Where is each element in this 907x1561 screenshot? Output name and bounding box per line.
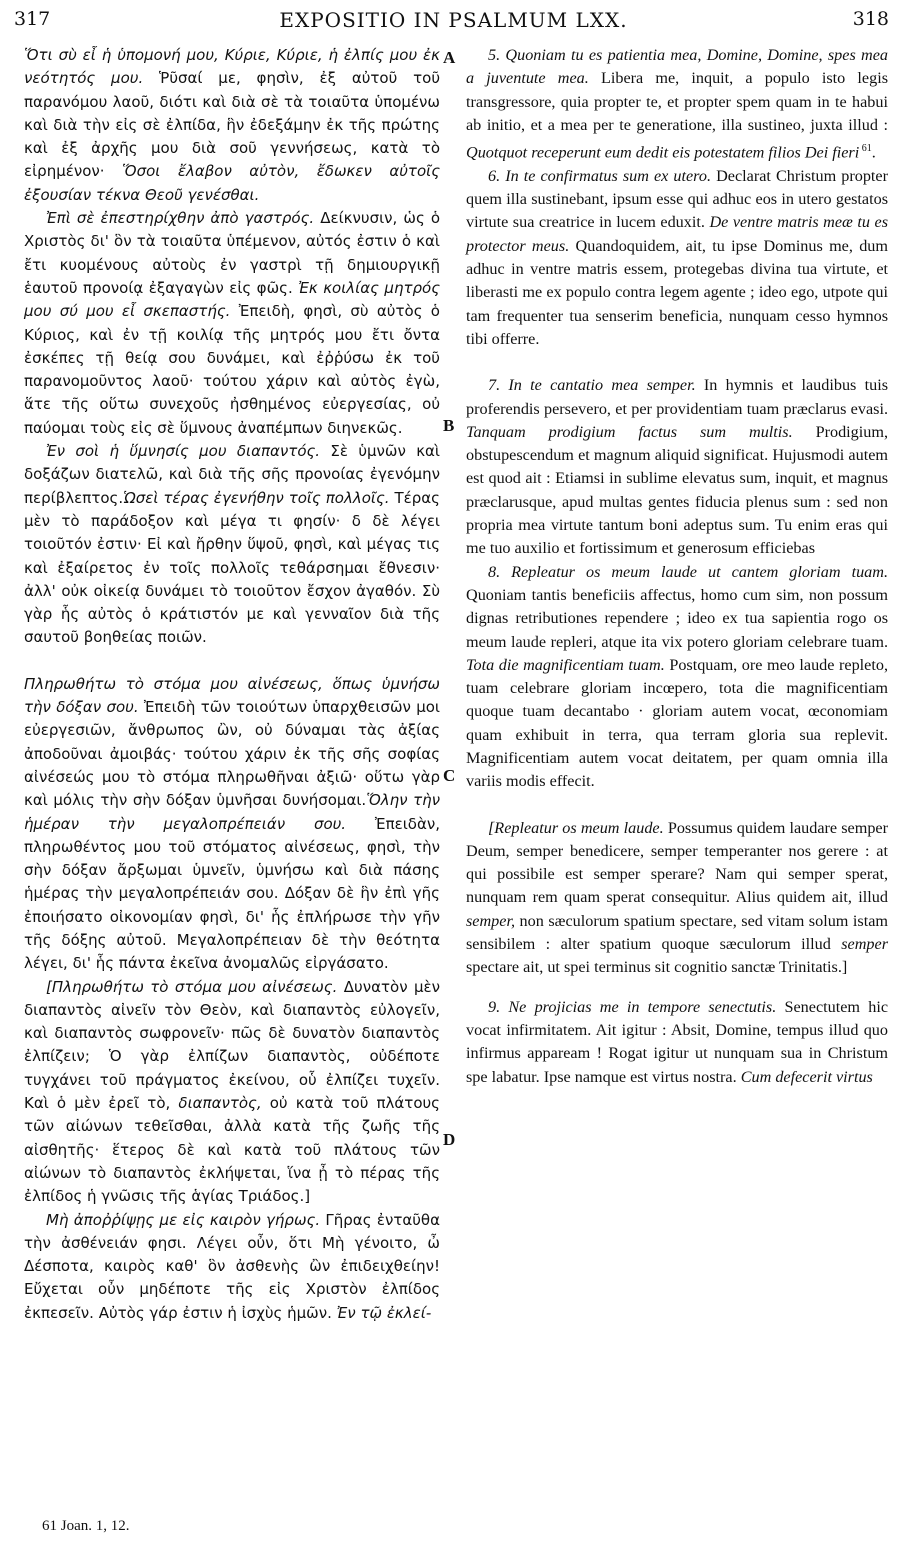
- greek-text: Γῆρας ἐνταῦθα τὴν ἀσθένειάν φησι. Λέγει οὖν, ὅτι Μὴ γένοιτο, ὦ Δέσποτα, καιρὸς καθ' ὃν ἀσθενὴς ὢν ἐπιδειχθείην! Εὔχεται οὖν μηδέποτε τῆς εἰς Χριστὸν ἐλπίδος ἐκπεσεῖν. Αὐτὸς γάρ ἐστιν ἡ ἰσχὺς ἡμῶν.: [24, 1210, 440, 1322]
- latin-paragraph: [466, 996, 888, 1089]
- latin-paragraph: [466, 561, 888, 794]
- greek-paragraph: [24, 1209, 440, 1325]
- greek-text: Ῥῦσαί με, φησὶν, ἐξ αὐτοῦ τοῦ παρανόμου λαοῦ, διότι καὶ διὰ σὲ τὰ τοιαῦτα ὑπομένω καὶ διὰ τὴν εἰς σὲ ἐλπίδα, ἣν ἐδεξάμην ἐκ τῆς πρώτης καὶ ἐξ ἀρχῆς μου διὰ σοῦ γεννήσεως, κατὰ τὸ εἰρημένον·: [24, 69, 440, 181]
- page-number-left: 317: [14, 8, 51, 30]
- latin-text: spectare ait, ut spei terminus sit cognitio sanctæ Trinitatis.]: [466, 958, 848, 977]
- latin-paragraph: [466, 374, 888, 560]
- latin-paragraph: [466, 44, 888, 165]
- running-header: [0, 8, 907, 36]
- latin-text: Libera me, inquit, a populo isto legis transgressore, quia propter te, et propter spem quam in te habui ab initio, et a mea per te generatione, illa sustineo, juxta illud :: [466, 69, 889, 134]
- greek-quote: Ὅσοι ἔλαβον αὐτὸν, ἔδωκεν αὐτοῖς ἐξουσίαν τέκνα Θεοῦ γενέσθαι.: [24, 162, 440, 204]
- footnote: 61 Joan. 1, 12.: [42, 1518, 130, 1534]
- latin-text: .: [871, 143, 876, 162]
- latin-quote: Quotquot receperunt eum dedit eis potestatem filios Dei fieri: [466, 143, 860, 162]
- greek-text: Ἐπειδὴ, φησὶ, σὺ αὐτὸς ὁ Κύριος, καὶ ἐν τῇ κοιλίᾳ τῆς μητρός μου ἔτι ὄντα ἐσκέπες τῇ θείᾳ σου δυνάμει, καὶ ἐῤῥύσω ἐκ τοῦ παρανομοῦντος λαοῦ· τούτου χάριν καὶ αὐτὸς ἐγὼ, ἅτε τῆς οὕτω συνεχοῦς ἠσθημένος εὐεργεσίας, οὐ παύομαι τοὺς εἰς σὲ ὕμνους ἀναπέμπων διηνεκῶς.: [24, 302, 440, 437]
- latin-lemma: [Repleatur os meum laude.: [488, 818, 664, 837]
- latin-text: Quandoquidem, ait, tu ipse Dominus me, dum adhuc in ventre matris essem, protegebas divina tua virtute, et liberasti me ex populo contra legem agente ; ideo ego, utpote qui tam frequenter tua senserim beneficia, nunquam cesso hymnos tibi offerre.: [466, 236, 888, 348]
- latin-lemma: 8. Repleatur os meum laude ut cantem gloriam tuam.: [488, 562, 888, 581]
- latin-text: Senectutem hic vocat infirmitatem. Ait igitur : Absit, Domine, tempus illud quo infirmus appaream ! Rogat igitur ut nunquam sua in Christum spe labatur. Ipse namque est virtus nostra.: [466, 997, 888, 1086]
- greek-lemma: Ἐπὶ σὲ ἐπεστηρίχθην ἀπὸ γαστρός.: [46, 209, 315, 228]
- latin-lemma: 6. In te confirmatus sum ex utero.: [488, 166, 712, 185]
- greek-paragraph: [24, 207, 440, 440]
- greek-text: οὐ κατὰ τοῦ πλάτους τῶν αἰώνων τεθεῖσθαι, ἀλλὰ κατὰ τῆς ζωῆς τῆς αἰσθητῆς· ἕτερος δὲ καὶ κατὰ τοῦ πλάτους τῶν αἰώνων τὸ διαπαντὸς ἐκλήψεται, ἵνα ᾖ τὸ πέρας τῆς ἐλπίδος ἡ γνῶσις τῆς ἁγίας Τριάδος.]: [24, 1094, 440, 1206]
- greek-text: Τέρας μὲν τὸ παράδοξον καὶ μέγα τι φησίν· δ δὲ λέγει τοιοῦτόν ἐστιν· Εἰ καὶ ἤρθην ὕψοῦ, φησὶ, καὶ μέγας τις καὶ ἐξαίρετος ἐν τοῖς πολλοῖς τεθάρσημαι ἔθνεσιν· ἀλλ' οὐκ οἰκείᾳ δυνάμει τὸ τοιοῦτον ἔσχον ἀγαθόν. Σὺ γὰρ ἧς αὐτὸς ὁ κράτιστόν με καὶ γενναῖον διὰ τῆς σαυτοῦ βοηθείας ποιῶν.: [24, 488, 440, 647]
- greek-paragraph: [24, 976, 440, 1209]
- page-number-right: 318: [852, 8, 889, 30]
- latin-lemma: Tanquam prodigium factus sum multis.: [466, 422, 793, 441]
- latin-paragraph: [466, 165, 888, 351]
- greek-text: Ἐπειδὴ τῶν τοιούτων ὑπαρχθεισῶν μοι εὐεργεσιῶν, ἄνθρωπος ὢν, οὐ δύναμαι τὰς ἀξίας ἀποδοῦναι ἀμοιβάς· τούτου χάριν ἐκ τῆς σῆς σοφίας αἰνέσεώς μου τὸ στόμα πληρωθῆναι ἀξιῶ· οὕτω γὰρ καὶ μόλις τὴν σὴν δόξαν ὑμνῆσαι δυνήσομαι.: [24, 698, 440, 810]
- latin-lemma: 5. Quoniam tu es patientia mea, Domine, Domine, spes mea a juventute mea.: [466, 46, 888, 88]
- running-title: EXPOSITIO IN PSALMUM LXX.: [279, 8, 628, 32]
- greek-paragraph: [24, 440, 440, 650]
- greek-column: [24, 44, 440, 1325]
- greek-lemma: Ὡσεὶ τέρας ἐγενήθην τοῖς πολλοῖς.: [123, 488, 390, 507]
- greek-paragraph: [24, 44, 440, 207]
- latin-text: Postquam, ore meo laude repleto, tuam celebrare gloriam incœpero, tota die magnificentiam quoque tuam decantabo · gloriam autem vocat, œconomiam quam exhibuit in terra, qua terram gloria sua replevit. Magnificentiam autem vocat deitatem, per quam omnia illa variis modis effecit.: [466, 655, 888, 791]
- latin-lemma: 9. Ne projicias me in tempore senectutis.: [488, 997, 777, 1016]
- latin-text: Declarat Christum propter quem illa sustinebant, ipsum esse qui adhuc eos in utero gestatos virtute sua creatrice in lucem eduxit.: [466, 166, 889, 232]
- latin-text: In hymnis et laudibus tuis proferendis persevero, et per providentiam tuam præclarus evasi.: [466, 376, 888, 418]
- greek-lemma: Μὴ ἀποῤῥίψῃς με εἰς καιρὸν γήρως.: [46, 1210, 321, 1229]
- margin-letter-b: B: [443, 416, 455, 435]
- latin-text: Prodigium, obstupescendum et magnum aliquid significat. Hujusmodi autem est quod ait : Etiamsi in sublime elevatus sum, inquit, et magnus præclarusque, apud multas gentes fiducia plenus sum : sed non propria mea virtute tantum boni adeptus sum. Tu enim eras qui me tuo auxilio et fortissimum et generosum efficiebas: [466, 422, 888, 558]
- greek-text: Ἐπειδὰν, πληρωθέντος μου τοῦ στόματος αἰνέσεως, φησὶ, τὴν σὴν δόξαν ἄρξωμαι ὑμνεῖν, ὑμνήσω καὶ διὰ πάσης ἡμέρας τὴν μεγαλοπρέπειάν σου. Δόξαν δὲ ἣν ἐπὶ γῆς ἐποιήσατο οἰκονομίαν φησὶ, δι' ἧς ἐπλήρωσε τὴν γῆν τῆς δόξης αὐτοῦ. Μεγαλοπρέπειαν δὲ τὴν θεότητα λέγει, δι' ἧς πάντα ἐκεῖνα ἀνομαλῶς εἰργάσατο.: [24, 814, 440, 973]
- margin-letter-d: D: [443, 1130, 456, 1149]
- latin-emphasis: semper: [830, 935, 888, 954]
- greek-lemma: [Πληρωθήτω τὸ στόμα μου αἰνέσεως.: [46, 977, 338, 996]
- footnote-marker: 61: [859, 143, 872, 155]
- margin-letter-c: C: [443, 766, 456, 785]
- greek-text: Δείκνυσιν, ὡς ὁ Χριστὸς δι' ὃν τὰ τοιαῦτα ὑπέμενον, αὐτός ἐστιν ὁ καὶ ἔτι κυομένους αὐτοὺς ἐν γαστρὶ τῇ δημιουργικῇ ἑαυτοῦ προνοίᾳ ἐξαγαγὼν εἰς φῶς.: [24, 209, 440, 297]
- margin-letter-a: A: [443, 48, 456, 67]
- latin-paragraph: [466, 817, 888, 980]
- latin-text: Quoniam tantis beneficiis affectus, homo cum sim, non possum dignas retributiones rependere ; ideo ex tua sapientia rogo os meum laude repleri, atque ita vix potero gloriam celebrare tuam.: [466, 585, 888, 651]
- greek-text: Σὲ ὑμνῶν καὶ δοξάζων διατελῶ, καὶ διὰ τῆς σῆς προνοίας ἐγενόμην περίβλεπτος.: [24, 442, 440, 507]
- latin-emphasis: semper,: [466, 911, 516, 930]
- greek-emphasis: διαπαντὸς,: [170, 1094, 262, 1113]
- latin-text: non sæculorum spatium spectare, sed vitam solum istam sensibilem : alter spatium quoque sæculorum illud: [466, 911, 888, 954]
- greek-lemma: Πληρωθήτω τὸ στόμα μου αἰνέσεως, ὅπως ὑμνήσω τὴν δόξαν σου.: [24, 674, 440, 717]
- greek-lemma: Ὅτι σὺ εἶ ἡ ὑπομονή μου, Κύριε, Κύριε, ἡ ἐλπίς μου ἐκ νεότητός μου.: [24, 46, 440, 88]
- latin-lemma: Cum defecerit virtus: [736, 1067, 873, 1086]
- greek-lemma: Ἐν τῷ ἐκλεί-: [331, 1303, 432, 1322]
- greek-text: Δυνατὸν μὲν διαπαντὸς αἰνεῖν τὸν Θεὸν, καὶ διαπαντὸς εὐλογεῖν, καὶ διαπαντὸς σωφρονεῖν· πῶς δὲ δυνατὸν διαπαντὸς ἐλπίζειν; Ὁ γὰρ ἐλπίζων διαπαντὸς, οὐδέποτε τυγχάνει τοῦ πράγματος ἐκείνου, οὗ ἐλπίζει τυχεῖν. Καὶ ὁ μὲν ἐρεῖ τὸ,: [24, 977, 440, 1113]
- latin-lemma: 7. In te cantatio mea semper.: [488, 376, 696, 395]
- greek-paragraph: [24, 673, 440, 976]
- latin-column: [466, 44, 888, 1089]
- greek-lemma: Ὅλην τὴν ἡμέραν τὴν μεγαλοπρέπειάν σου.: [24, 791, 440, 833]
- latin-lemma: Tota die magnificentiam tuam.: [466, 655, 665, 674]
- greek-lemma: Ἐκ κοιλίας μητρός μου σύ μου εἶ σκεπαστής.: [24, 278, 440, 321]
- greek-lemma: Ἐν σοὶ ἡ ὕμνησίς μου διαπαντός.: [46, 442, 321, 461]
- latin-text: Possumus quidem laudare semper Deum, semper benedicere, semper temperanter nos gerere : at qui possibile est semper sperare? Nam qui semper sperat, nunquam rem quam sperat consequitur. Alius quidem ait, illud: [466, 818, 888, 907]
- latin-lemma: De ventre matris meæ tu es protector meus.: [466, 213, 889, 255]
